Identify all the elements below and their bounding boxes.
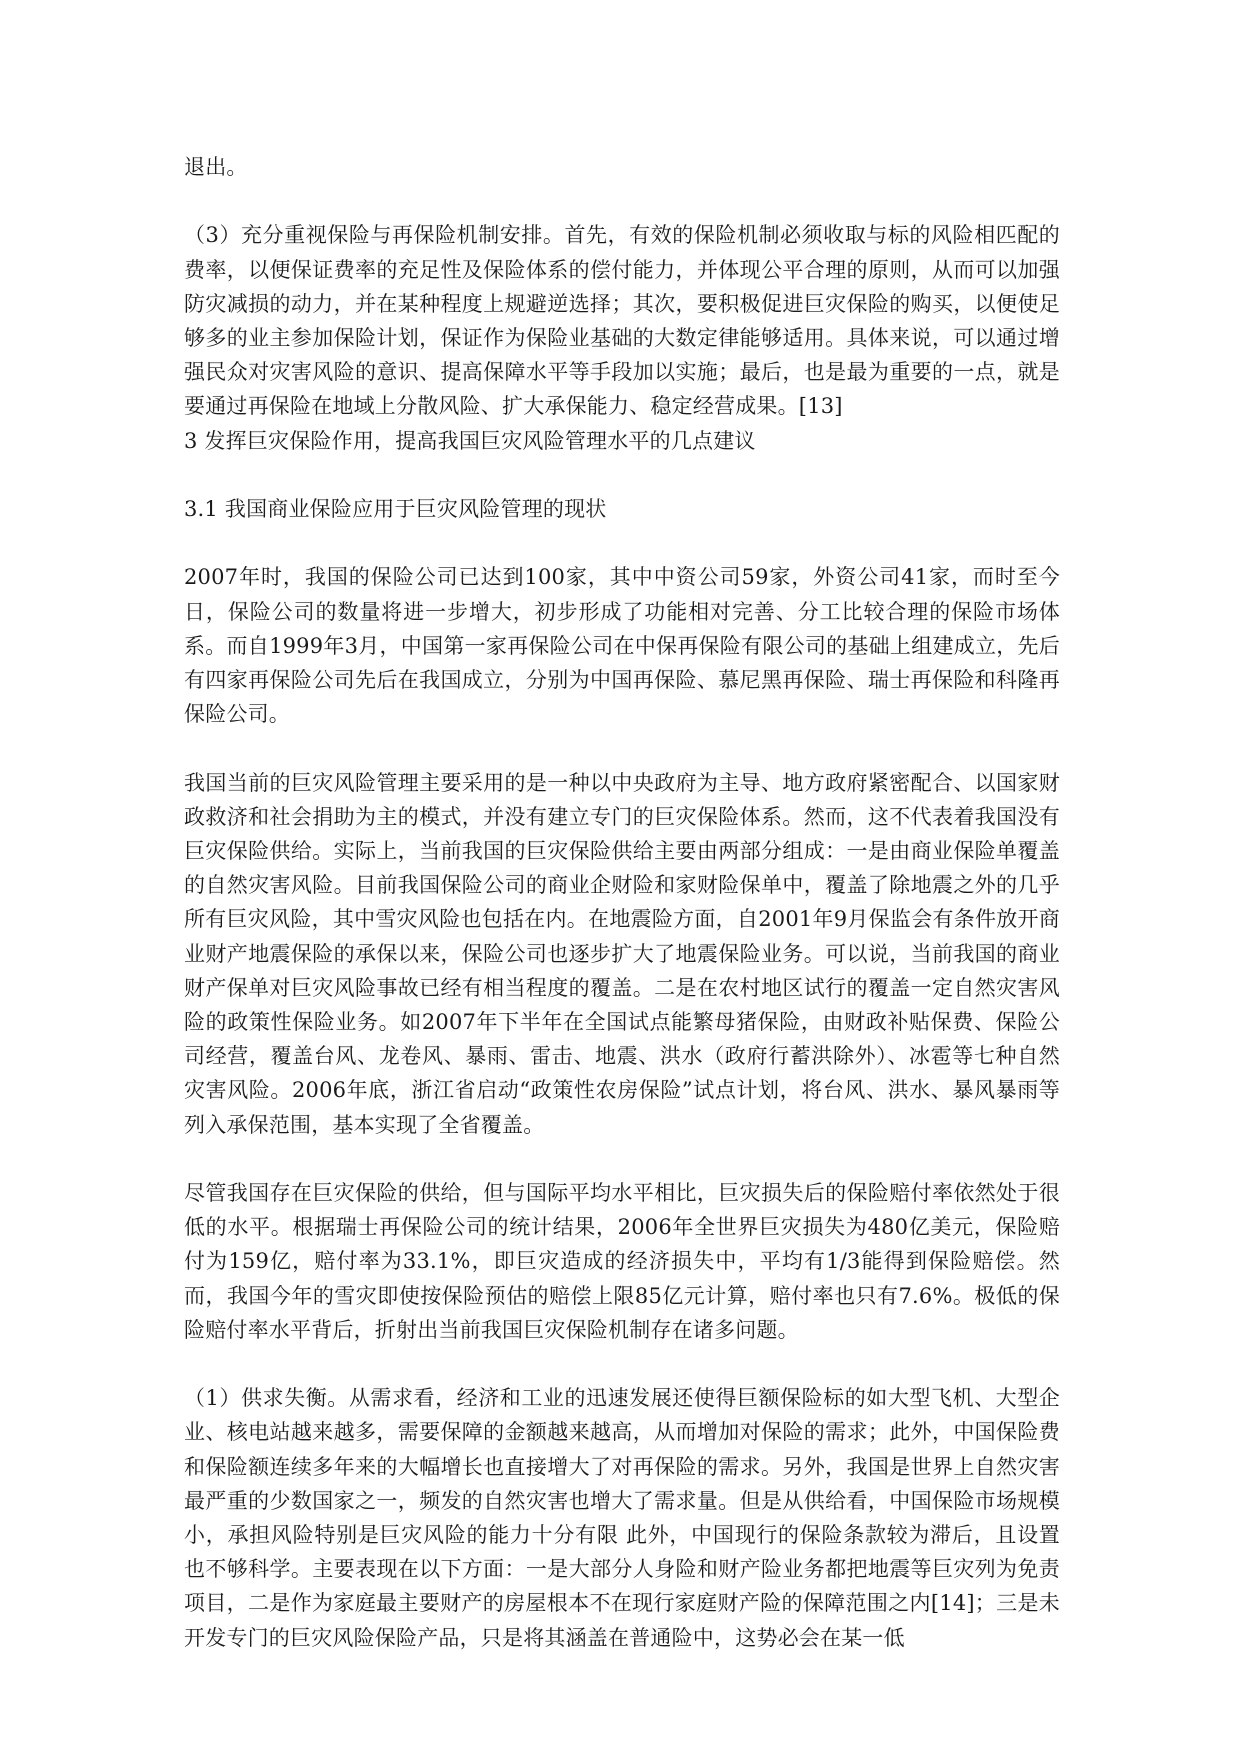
document-page [184, 150, 1060, 1655]
paragraph: 3 发挥巨灾保险作用，提高我国巨灾风险管理水平的几点建议 [184, 428, 756, 453]
paragraph-spacer [184, 1347, 1060, 1381]
paragraph: 2007年时，我国的保险公司已达到100家，其中中资公司59家，外资公司41家，而时至今日，保险公司的数量将进一步增大，初步形成了功能相对完善、分工比较合理的保险市场体系。而自1999年3月，中国第一家再保险公司在中保再保险有限公司的基础上组建成立，先后有四家再保险公司先后在我国成立，分别为中国再保险、慕尼黑再保险、瑞士再保险和科隆再保险公司。 [184, 565, 1060, 727]
paragraph: （1）供求失衡。从需求看，经济和工业的迅速发展还使得巨额保险标的如大型飞机、大型企业、核电站越来越多，需要保障的金额越来越高，从而增加对保险的需求；此外，中国保险费和保险额连续多年来的大幅增长也直接增大了对再保险的需求。另外，我国是世界上自然灾害最严重的少数国家之一，频发的自然灾害也增大了需求量。但是从供给看，中国保险市场规模小，承担风险特别是巨灾风险的能力十分有限 此外，中国现行的保险条款较为滞后，且设置也不够科学。主要表现在以下方面：一是大部分人身险和财产险业务都把地震等巨灾列为免责项目，二是作为家庭最主要财产的房屋根本不在现行家庭财产险的保障范围之内[14]；三是未开发专门的巨灾风险保险产品，只是将其涵盖在普通险中，这势必会在某一低 [184, 1386, 1060, 1650]
paragraph: （3）充分重视保险与再保险机制安排。首先，有效的保险机制必须收取与标的风险相匹配的费率，以便保证费率的充足性及保险体系的偿付能力，并体现公平合理的原则，从而可以加强防灾减损的动力，并在某种程度上规避逆选择；其次，要积极促进巨灾保险的购买，以便使足够多的业主参加保险计划，保证作为保险业基础的大数定律能够适用。具体来说，可以通过增强民众对灾害风险的意识、提高保障水平等手段加以实施；最后，也是最为重要的一点，就是要通过再保险在地域上分散风险、扩大承保能力、稳定经营成果。[13] [184, 223, 1060, 419]
paragraph-spacer [184, 1142, 1060, 1176]
paragraph-spacer [184, 731, 1060, 765]
paragraph-spacer [184, 526, 1060, 560]
paragraph: 我国当前的巨灾风险管理主要采用的是一种以中央政府为主导、地方政府紧密配合、以国家财政救济和社会捐助为主的模式，并没有建立专门的巨灾保险体系。然而，这不代表着我国没有巨灾保险供给。实际上，当前我国的巨灾保险供给主要由两部分组成：一是由商业保险单覆盖的自然灾害风险。目前我国保险公司的商业企财险和家财险保单中，覆盖了除地震之外的几乎所有巨灾风险，其中雪灾风险也包括在内。在地震险方面，自2001年9月保监会有条件放开商业财产地震保险的承保以来，保险公司也逐步扩大了地震保险业务。可以说，当前我国的商业财产保单对巨灾风险事故已经有相当程度的覆盖。二是在农村地区试行的覆盖一定自然灾害风险的政策性保险业务。如2007年下半年在全国试点能繁母猪保险，由财政补贴保费、保险公司经营，覆盖台风、龙卷风、暴雨、雷击、地震、洪水（政府行蓄洪除外）、冰雹等七种自然灾害风险。2006年底，浙江省启动“政策性农房保险”试点计划，将台风、洪水、暴风暴雨等列入承保范围，基本实现了全省覆盖。 [184, 770, 1060, 1137]
paragraph: 退出。 [184, 155, 248, 179]
paragraph: 尽管我国存在巨灾保险的供给，但与国际平均水平相比，巨灾损失后的保险赔付率依然处于很低的水平。根据瑞士再保险公司的统计结果，2006年全世界巨灾损失为480亿美元，保险赔付为159亿，赔付率为33.1%，即巨灾造成的经济损失中，平均有1/3能得到保险赔偿。然而，我国今年的雪灾即使按保险预估的赔偿上限85亿元计算，赔付率也只有7.6%。极低的保险赔付率水平背后，折射出当前我国巨灾保险机制存在诸多问题。 [184, 1181, 1060, 1342]
paragraph-spacer [184, 458, 1060, 492]
paragraph-spacer [184, 184, 1060, 218]
paragraph: 3.1 我国商业保险应用于巨灾风险管理的现状 [184, 497, 607, 521]
